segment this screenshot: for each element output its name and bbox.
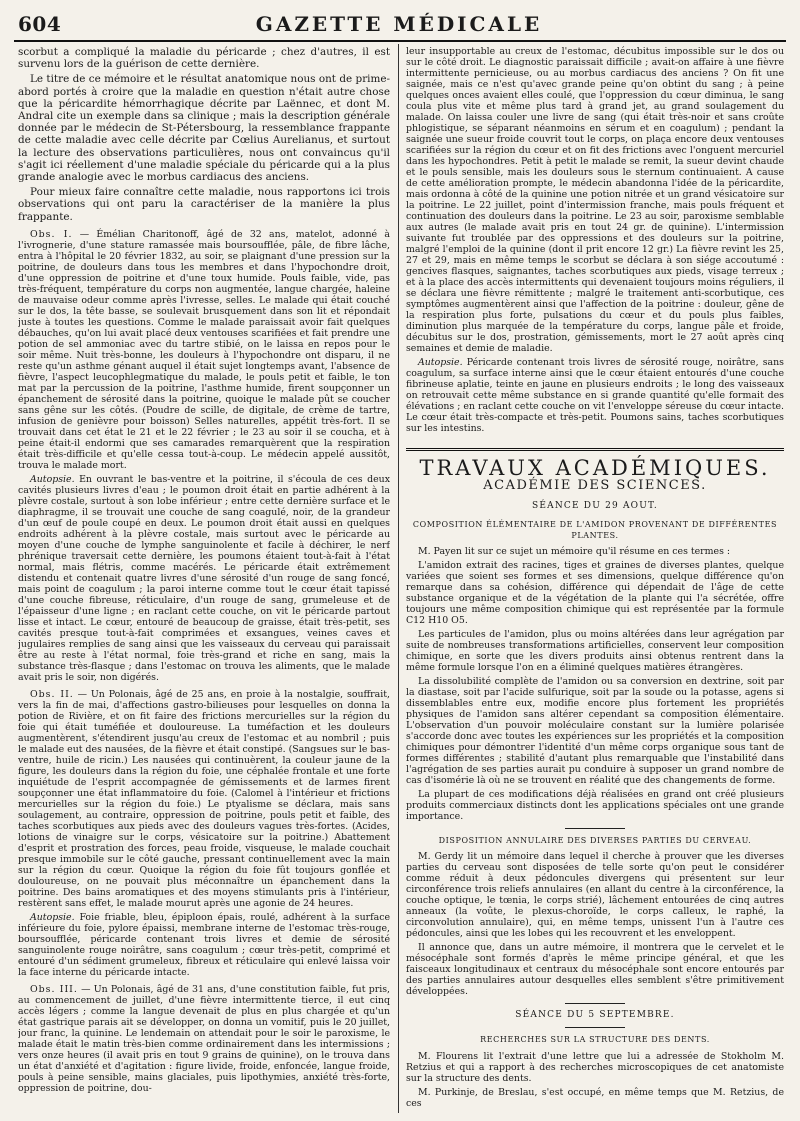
separator (565, 1003, 625, 1004)
left-column (18, 46, 390, 1115)
observation-label: Obs. II. (30, 688, 74, 700)
paragraph: Les particules de l'amidon, plus ou moins altérées dans leur agrégation par suite de nombreuses transformations artificielles, conservent leur composition chimique, en sorte que les divers produits ainsi obtenus rentrent dans la même formule lorsque l'on en a éliminé quelques matières étrangères. (406, 629, 784, 674)
autopsy-1 (18, 474, 390, 683)
paragraph: La dissolubilité complète de l'amidon ou sa conversion en dextrine, soit par la diastase, soit par l'acide sulfurique, soit par la soude ou la potasse, agens si dissemblables entre eux, modifie encore plus fortement les propriétés physiques de l'amidon sans altérer cependant sa composition élémentaire. L'observation d'un pouvoir moléculaire constant sur la lumière polarisée s'accorde donc avec toutes les expériences sur les propriétés et la composition chimiques pour démontrer l'identité d'un même corps organique sous tant de formes différentes ; stabilité d'autant plus remarquable que l'instabilité dans l'agrégation de ses parties aurait pu conduire à supposer un grand nombre de cas d'isomérie là où ne se trouvent en réalité que des changements de forme. (406, 676, 784, 787)
observation-label: Obs. III. (30, 983, 78, 995)
session-heading: SÉANCE DU 29 AOUT. (531, 501, 658, 512)
section-rule (406, 448, 784, 451)
column-divider (398, 44, 399, 1113)
autopsy-text: Foie friable, bleu, épiploon épais, roulé, adhérent à la surface inférieure du foie, pylore épaissi, membrane interne de l'estomac très-rouge, boursoufflée, péricarde contenant trois livres et demie de sérosité sanguinolente rouge noirâtre, sans coagulum ; cœur très-petit, comprimé et entouré d'un sédiment grumeleux, fibreux et réticulaire qui enlevé laissa voir la face interne du péricarde intacte. (18, 911, 390, 978)
observation-text: — Un Polonais, âgé de 31 ans, d'une constitution faible, fut pris, au commencement de juillet, d'une fièvre intermittente tierce, il eut cinq accès légers ; comme la langue devenait de plus en plus chargée et qu'un état gastrique parais ait se développer, on donna un vomitif, puis le 20 juillet, jour franc, la quinine. Le lendemain on attendait pour le soir le paroxisme, le malade était le matin très-bien comme ordinairement dans les intermissions ; vers onze heures (il avait pris en tout 9 grains de quinine), on le trouva dans un état d'anxiété et d'agitation : figure livide, froide, enfoncée, langue froide, pouls à peine sensible, mains glaciales, puis lipothymies, anxiété très-forte, oppression de poitrine, dou- (18, 983, 390, 1094)
paragraph: M. Flourens lit l'extrait d'une lettre que lui a adressée de Stokholm M. Retzius et qui a rapport à des recherches microscopiques de cet anatomiste sur la structure des dents. (406, 1050, 784, 1084)
article-subtitle: COMPOSITION ÉLÉMENTAIRE DE L'AMIDON PROVENANT DE DIFFÉRENTES PLANTES. (412, 519, 778, 540)
observation-text: — Un Polonais, âgé de 25 ans, en proie à la nostalgie, souffrait, vers la fin de mai, d'affections gastro-bilieuses pour lesquelles on donna la potion de Rivière, et on fit faire des frictions mercurielles sur la région du foie qui était tuméfiée et douloureuse. La tuméfaction et les douleurs augmentèrent, s'étendirent jusqu'au creux de l'estomac et au nombril ; puis le malade eut des nausées, de la fièvre et était constipé. (Sangsues sur le bas-ventre, huile de ricin.) Les nausées qui continuèrent, la couleur jaune de la figure, les douleurs dans la région du foie, une céphalée frontale et une forte inquiétude de l'esprit accompagnée de gémissements et de larmes firent soupçonner une état inflammatoire du foie. (Calomel à l'intérieur et frictions mercurielles sur la région du foie.) Le ptyalisme se déclara, mais sans soulagement, au contraire, oppression de poitrine, pouls petit et faible, des taches scorbutiques aux pieds avec des douleurs vagues très-fortes. (Acides, lotions de vinaigre sur le corps, vésicatoire sur la poitrine.) Abattement d'esprit et prostration des forces, peau froide, visqueuse, le malade couchait presque immobile sur le côté gauche, pressant continuellement avec la main sur la région du cœur. Quoique la région du foie fût toujours gonflée et douloureuse, on ne pouvait plus méconnaître un épanchement dans la poitrine. Des bains aromatiques et des moyens stimulants pris à l'intérieur, restèrent sans effet, le malade mourut après une agonie de 24 heures. (18, 688, 390, 909)
autopsy-3 (406, 357, 784, 434)
page-header (14, 8, 784, 38)
paragraph: leur insupportable au creux de l'estomac, décubitus impossible sur le dos ou sur le côté droit. Le diagnostic paraissait difficile ; avait-on affaire à une fièvre intermittente pernicieuse, ou au morbus cardiacus des anciens ? On fit une saignée, mais ce n'est qu'avec grande peine qu'on obtint du sang ; à peine quelques onces avaient elles coulé, que l'oppression du cœur diminua, le sang coula plus vite et même plus tard à grand jet, au grand soulagement du malade. On laissa couler une livre de sang (qui était très-noir et sans croûte phlogistique, se séparant néanmoins en sérum et en coagulum) ; pendant la saignée une sueur froide couvrit tout le corps, on plaça encore deux ventouses scarifiées sur la région du cœur et on fit des frictions avec l'onguent mercuriel dans les hypochondres. Petit à petit le malade se remit, la sueur devint chaude et le pouls sensible, mais les douleurs sous le sternum continuaient. A cause de cette amélioration prompte, le médecin abandonna l'idée de la péricardite, mais ordonna à côté de la quinine une potion nitrée et un grand vésicatoire sur la poitrine. Le 22 juillet, point d'intermission franche, mais pouls fréquent et continuation des douleurs dans la poitrine. Le 23 au soir, paroxisme semblable aux autres (le malade avait pris en tout 24 gr. de quinine). L'intermission suivante fut troublée par des oppressions et des douleurs sur la poitrine, malgré l'emploi de la quinine (dont il prit encore 12 gr.) La fièvre revint les 25, 27 et 29, mais en même temps le scorbut se déclara à son siége accoutumé : gencives flasques, saignantes, taches scorbutiques aux pieds, visage terreux ; et à la place des accès intermittents qui devenaient toujours moins réguliers, il se déclara une fièvre rémittente ; malgré le traitement anti-scorbutique, ces symptômes augmentèrent ainsi que l'affection de la poitrine : douleur, gêne de la respiration plus forte, pulsations du cœur et du pouls plus faibles, diminution plus marquée de la température du corps, langue pâle et froide, décubitus sur le dos, prostration, gémissements, mort le 27 août après cinq semaines et demie de maladie. (406, 46, 784, 354)
paragraph: La plupart de ces modifications déjà réalisées en grand ont créé plusieurs produits commerciaux distincts dont les applications spéciales ont une grande importance. (406, 789, 784, 823)
autopsy-2 (18, 912, 390, 978)
paragraph: M. Gerdy lit un mémoire dans lequel il cherche à prouver que les diverses parties du cerveau sont disposées de telle sorte qu'on peut le considérer comme réduit à deux pédoncules divergens qui présentent sur leur circonférence trois reliefs annulaires (en allant du centre à la circonférence, la couche optique, le tœnia, le corps strié), lâchement entourées de cinq autres anneaux (la voûte, le plexus-choroïde, le corps calleux, le raphé, la circonvolution annulaire), qui, en même temps, unissent l'un à l'autre ces pédoncules, ainsi que les lobes qui les recouvrent et les enveloppent. (406, 851, 784, 940)
article-subtitle: DISPOSITION ANNULAIRE DES DIVERSES PARTIES DU CERVEAU. (438, 836, 752, 846)
autopsy-label: Autopsie. (418, 357, 463, 368)
observation-2 (18, 689, 390, 909)
paragraph: M. Payen lit sur ce sujet un mémoire qu'il résume en ces termes : (418, 546, 731, 558)
observation-3 (18, 984, 390, 1094)
section-heading: TRAVAUX ACADÉMIQUES. (419, 456, 771, 480)
paragraph: Pour mieux faire connaître cette maladie, nous rapportons ici trois observations qui ont paru la caractériser de la manière la plus frappante. (18, 186, 390, 223)
right-column (406, 46, 784, 1115)
session-heading: SÉANCE DU 5 SEPTEMBRE. (515, 1010, 675, 1021)
paragraph: L'amidon extrait des racines, tiges et graines de diverses plantes, quelque variées que soient ses formes et ses dimensions, quelque différence qu'on remarque dans sa cohésion, différence qui dépendait de l'âge de cette substance organique et de la végétation de la plante qui l'a sécrétée, offre toujours une même composition chimique qui est représentée par la formule C12 H10 O5. (406, 560, 784, 627)
observation-text: — Émélian Charitonoff, âgé de 32 ans, matelot, adonné à l'ivrognerie, d'une stature ramassée mais boursoufflée, pâle, de fibre lâche, entra à l'hôpital le 20 février 1832, au soir, se plaignant d'une pression sur la poitrine, de douleurs dans tous les membres et dans l'hypochondre droit, d'une oppression de poitrine et d'une toux humide. Pouls faible, vide, pas très-fréquent, température du corps non augmentée, langue chargée, haleine de mauvaise odeur comme après l'ivresse, selles. Le malade qui était couché sur le dos, la tête basse, se soulevait brusquement dans son lit et répondait juste à toutes les questions. Comme le malade paraissait avoir fait quelques débauches, qu'on lui avait placé deux ventouses scarifiées et fait prendre une potion de sel ammoniac avec du tartre stibié, on le laissa en repos pour le soir même. Nuit très-bonne, les douleurs à l'hypochondre ont disparu, il ne reste qu'un asthme génant auquel il était sujet longtemps avant, l'absence de fièvre, l'aspect leucophlegmatique du malade, le pouls petit et faible, le ton mat par la percussion de la poitrine, l'asthme humide, firent soupçonner un épanchement de sérosité dans la poitrine, quoique le malade pût se coucher sans gêne sur les côtés. (Poudre de scille, de digitale, de crème de tartre, infusion de genièvre pour boisson) Selles naturelles, appétit très-fort. Il se trouvait dans cet état le 21 et le 22 février ; le 23 au soir il se coucha, et à peine était-il endormi que ses camarades remarquèrent que la respiration était très-difficile et qu'elle cessa tout-à-coup. Le médecin appelé aussitôt, trouva le malade mort. (18, 228, 390, 471)
paragraph: scorbut a compliqué la maladie du péricarde ; chez d'autres, il est survenu lors de la guérison de cette dernière. (18, 46, 390, 71)
journal-title: GAZETTE MÉDICALE (255, 12, 543, 36)
autopsy-label: Autopsie. (30, 473, 75, 485)
autopsy-label: Autopsie. (30, 911, 75, 923)
article-subtitle: RECHERCHES SUR LA STRUCTURE DES DENTS. (480, 1035, 710, 1045)
paragraph: Le titre de ce mémoire et le résultat anatomique nous ont de prime-abord portés à croire que la maladie en question n'était autre chose que la péricardite hémorrhagique décrite par Laënnec, et dont M. Andral cite un exemple dans sa clinique ; mais la description générale donnée par le médecin de St-Pétersbourg, la ressemblance frappante de cette maladie avec celle décrite par Cœlius Aurelianus, et surtout la lecture des observations particulières, nous ont convaincus qu'il s'agit ici réellement d'une maladie spéciale du péricarde qui a la plus grande analogie avec le morbus cardiacus des anciens. (18, 73, 390, 184)
autopsy-text: Péricarde contenant trois livres de sérosité rouge, noirâtre, sans coagulum, sa surface interne ainsi que le cœur étaient entourés d'une couche fibrineuse aplatie, teinte en jaune en plusieurs endroits ; le long des vaisseaux on retrouvait cette même substance en si grande quantité qu'elle formait des élévations ; en raclant cette couche on vit l'enveloppe séreuse du cœur intacte. Le cœur était très-compacte et très-petit. Poumons sains, taches scorbutiques sur les intestins. (406, 357, 784, 434)
autopsy-text: En ouvrant le bas-ventre et la poitrine, il s'écoula de ces deux cavités plusieurs livres d'eau ; le poumon droit était en partie adhérent à la plèvre costale, surtout à son lobe inférieur ; entre cette dernière surface et le diaphragme, il se trouvait une couche de sang coagulé, noir, de la grandeur d'un œuf de poule coupé en deux. Le poumon droit était aussi en quelques endroits adhérent à la plèvre costale, mais surtout avec le péricarde au moyen d'une couche de lymphe sanguinolente et facile à déchirer, le nerf phrénique traversait cette dernière, les poumons étaient tout-à-fait à l'état normal, mais flétris, comme macérés. Le péricarde était extrêmement distendu et contenait quatre livres d'une sérosité d'un rouge de sang foncé, mais point de coagulum ; la paroi interne comme tout le cœur était tapissé d'une couche fibreuse, réticulaire, d'un rouge de sang, grumeleuse et de l'épaisseur d'une ligne ; en raclant cette couche, on vit le péricarde partout lisse et intact. Le cœur, entouré de beaucoup de graisse, était très-petit, ses cavités presque tout-à-fait comprimées et exsangues, veines caves et jugulaires remplies de sang ainsi que les vaisseaux du cerveau qui paraissait être au reste à l'état normal, foie très-grand et riche en sang, mais la substance très-flasque ; dans l'estomac on trouva les aliments, que le malade avait pris le soir, non digérés. (18, 473, 390, 683)
separator (565, 1027, 625, 1028)
page-number: 604 (18, 12, 62, 36)
observation-1 (18, 229, 390, 471)
observation-label: Obs. I. (30, 228, 73, 240)
academy-heading: ACADÉMIE DES SCIENCES. (483, 478, 707, 494)
separator (565, 828, 625, 829)
paragraph: M. Purkinje, de Breslau, s'est occupé, en même temps que M. Retzius, de ces (406, 1086, 784, 1109)
header-rule (14, 40, 786, 42)
paragraph: Il annonce que, dans un autre mémoire, il montrera que le cervelet et le mésocéphale sont formés d'après le même principe général, et que les faisceaux longitudinaux et centraux du mésocéphale sont encore entourés par des parties annulaires autour desquelles elles semblent s'être primitivement développées. (406, 942, 784, 998)
